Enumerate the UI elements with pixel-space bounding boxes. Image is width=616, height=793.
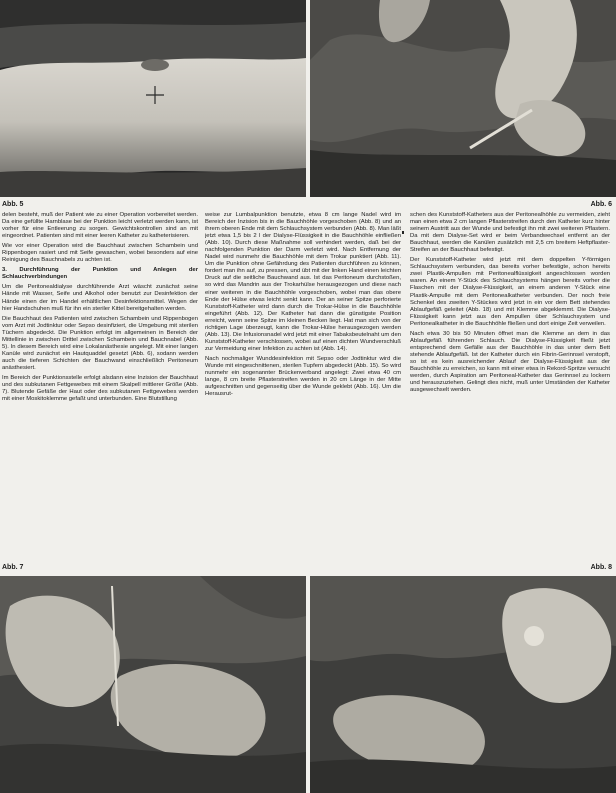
paragraph: Nach nochmaliger Wunddesinfektion mit Sepso oder Jodtinktur wird die Wunde mit eingeschnittenen, sterilen Tupfern abgedeckt (Abb. 15). So wird nunmehr ein sogenannter Brückenverband angelegt: Zwei etwa 40 cm lange, 8 cm breite Pflasterstreifen werden in 20 cm Länge in der Mitte aufgeschnitten und gegenseitig über die Wunde geklebt (Abb. 16). Um die Herausrut- [205,355,401,398]
caption-abb8: Abb. 8 [590,564,612,571]
paragraph: weise zur Lumbalpunktion benutzte, etwa 8 cm lange Nadel wird im Bereich der Inzision bis in die Bauchhöhle vorgeschoben (Abb. 8) und an ihrem oberen Ende mit dem Schlauchsystem verbunden (Abb. 8). Man läßt jetzt etwa 1,5 bis 2 l der Dialyse-Flüssigkeit in die Bauchhöhle einfließen (Abb. 10). Durch diese Maßnahme soll verhindert werden, daß bei der nachfolgenden Punktion der Darm verletzt wird. Nach Entfernung der Nadel wird nunmehr die Bauchhöhle mit dem Trokar punktiert (Abb. 11). Um die Punktion ohne Gefährdung des Patienten durchführen zu können, fordert man ihn auf, zu pressen, und übt mit der linken Hand einen leichten Druck auf die seitliche Bauchwand aus. Ist das Peritoneum durchstoßen, so wird das Mandrin aus der Trokarhülse herausgezogen und diese nach einer weiteren in die Bauchhöhle vorgeschoben, wobei man das obere Ende der Hülse etwas leicht senkt kann. Der an seiner Spitze perforierte Kunststoff-Katheter wird dann durch die Trokar-Hülse in die Bauchhöhle eingeführt (Abb. 12). Der Katheter hat dann die günstigste Position erreicht, wenn seine Spitze im kleinen Becken liegt. Hat man sich von der richtigen Lage überzeugt, kann die Trokar-Hülse herausgezogen werden (Abb. 13). Die Infusionsnadel wird jetzt mit einer Tabaksbeutelnaht um den Kunststoff-Katheter verschlossen, wobei auf einen dichten Wundverschluß zur Vermeidung einer Infektion zu achten ist (Abb. 14). [205,212,401,352]
photo-abdomen [0,0,306,197]
caption-abb5: Abb. 5 [2,201,24,208]
paragraph: Im Bereich der Punktionsstelle erfolgt alsdann eine Inzision der Bauchhaut und des subkutanen Fettgewebes mit einem Skalpell mittlerer Größe (Abb. 7). Blutende Gefäße der Haut oder des subkutanen Fettgewebes werden mit einer Moskitoklemme gefaßt und unterbunden. Eine Blutstillung [2,374,198,403]
paragraph: Der Kunststoff-Katheter wird jetzt mit dem doppelten Y-förmigen Schlauchsystem verbunden, das bereits vorher befestigte, schon hereits zwei Plastik-Ampullen mit Peritonealflüssigkeit angeschlossen worden waren. An einem Y-Stück des Schlauchsystems hängen bereits vorher die Flaschen mit der Dialyse-Flüssigkeit, an einem anderen Y-Stück eine Plastik-Ampulle mit dem Peritonealkatheter verbunden. Der noch freie Schenkel des zweiten Y-Stückes wird jetzt in ein vor dem Bett stehendes Ablaufgefäß geleitet (Abb. 18) und mit Klemme abgeklemmt. Die Dialyse-Flüssigkeit kann jetzt aus den Ampullen über Schlauchsystem und Peritonealkatheter in die Bauchhöhle fließen und dort einige Zeit verweilen. [410,257,610,327]
text-column-2 [205,212,401,562]
column-marker [402,231,404,234]
photo-trocar-puncture [310,576,616,793]
photo-incision [0,576,306,793]
paragraph: Die Bauchhaut des Patienten wird zwischen Schambein und Rippenbogen vom Arzt mit Jodtinktur oder Sepso desinfiziert, die Umgebung mit sterilen Tüchern abgedeckt. Die Punktion erfolgt im allgemeinen in Bereich der Mittellinie in zwischen Drittel zwischen Schambein und Bauchnabel (Abb. 5). In diesem Bereich wird eine Lokalanästhesie angelegt. Mit einer langen Kanüle wird zunächst ein Hautquaddel gesetzt (Abb. 6), sodann werden auch die tieferen Schichten der Bauchwand einschließlich Peritoneum anästhesiert. [2,315,198,371]
paragraph: schen des Kunststoff-Katheters aus der Peritonealhöhle zu vermeiden, zieht man einen etwa 2 cm langen Pflasterstreifen durch den Katheter kurz hinter seinem Austritt aus der Wunde und befestigt ihn mit zwei weiteren Pflastern. Da mit dem Dialyse-Set wird er beim Verbandwechsel entfernt an der Bauchhaut, werden die Kanülen zusätzlich mit 2,5 cm breitem Heftpflaster-Streifen an der Bauchhaut befestigt. [410,212,610,254]
section-heading: 3. Durchführung der Punktion und Anlegen der Schlauchverbindungen [2,267,198,281]
text-column-1 [2,212,198,562]
caption-abb7: Abb. 7 [2,564,24,571]
caption-abb6: Abb. 6 [590,201,612,208]
paragraph: Wie vor einer Operation wird die Bauchhaut zwischen Schambein und Rippenbogen rasiert und mit Seife gewaschen, wobei besonders auf eine Reinigung des Bauchnabels zu achten ist. [2,243,198,264]
paragraph: Nach etwa 30 bis 50 Minuten öffnet man die Klemme an dem in das Ablaufgefäß führenden Schlauch. Die Dialyse-Flüssigkeit fließt jetzt entsprechend dem Gefälle aus der Bauchhöhle in das unter dem Bett stehende Ablaufgefäß. Ist der Katheter durch ein Fibrin-Gerinnsel verstopft, so ist es kein ausreichender Ablauf der Dialyse-Flüssigkeit aus der Bauchhöhle zu erreichen, so kann mit einer etwa in Rekord-Spritze versucht werden, durch Aspiration am Peritoneal-Katheter das Gerinnsel zu lockern und herauszuziehen. Gelingt dies nicht, muß unter Umständen der Katheter ausgewechselt werden. [410,330,610,394]
paragraph: Um die Peritonealdialyse durchführende Arzt wäscht zunächst seine Hände mit Wasser, Seife und Alkohol oder benutzt zur Desinfektion der Hände einen der im Handel erhältlichen Desinfektionsmittel. Wegen der hier Handschuhen muß für ihn ein steriler Kittel bereitgehalten werden. [2,284,198,312]
photo-local-anesthesia [310,0,616,197]
paragraph: delen besteht, muß der Patient wie zu einer Operation vorbereitet werden. Da eine gefüllte Harnblase bei der Punktion leicht verletzt werden kann, ist vorher für eine Entleerung zu sorgen. Gewichtskontrollen sind an mit eingeordnet. Patienten sind mit einer leeren Katheter zu katheterisieren. [2,212,198,240]
text-column-3 [410,212,610,562]
